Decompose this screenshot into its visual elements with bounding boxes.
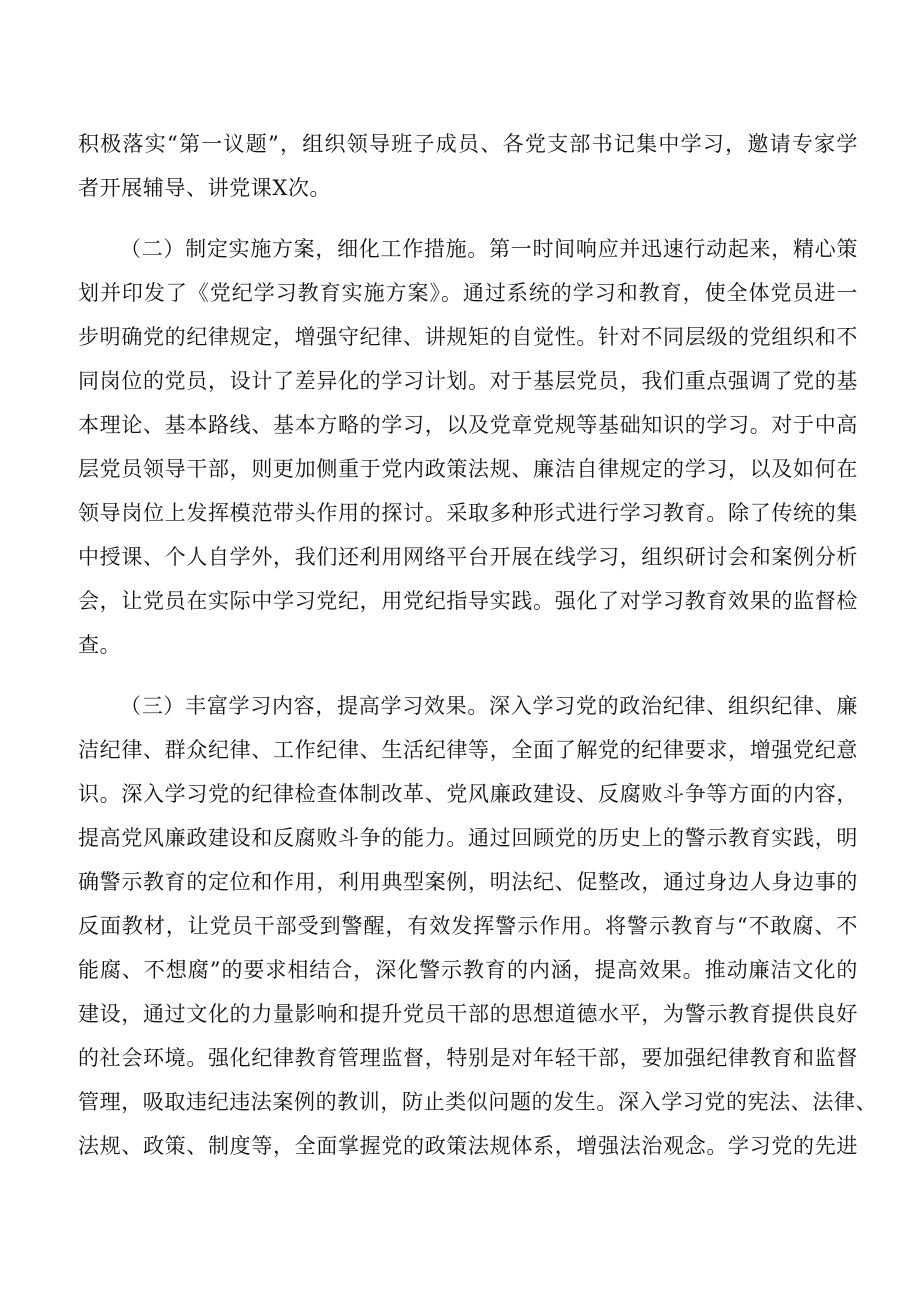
paragraph-line: （三）丰富学习内容，提高学习效果。深入学习党的政治纪律、组织纪律、廉 [120, 694, 858, 718]
paragraph-line: 积极落实“第一议题”，组织领导班子成员、各党支部书记集中学习，邀请专家学 [78, 132, 858, 156]
paragraph-line: 中授课、个人自学外，我们还利用网络平台开展在线学习，组织研讨会和案例分析 [78, 545, 858, 569]
paragraph-line: 划并印发了《党纪学习教育实施方案》。通过系统的学习和教育，使全体党员进一 [78, 281, 858, 305]
paragraph-line: 者开展辅导、讲党课X次。 [78, 176, 332, 200]
paragraph-line: 反面教材，让党员干部受到警醒，有效发挥警示作用。将警示教育与“不敢腐、不 [78, 914, 858, 938]
paragraph-line: 法规、政策、制度等，全面掌握党的政策法规体系，增强法治观念。学习党的先进 [78, 1134, 858, 1158]
paragraph-line: 管理，吸取违纪违法案例的教训，防止类似问题的发生。深入学习党的宪法、法律、 [78, 1090, 878, 1114]
paragraph-line: 步明确党的纪律规定，增强守纪律、讲规矩的自觉性。针对不同层级的党组织和不 [78, 325, 858, 349]
paragraph-line: 会，让党员在实际中学习党纪，用党纪指导实践。强化了对学习教育效果的监督检 [78, 589, 858, 613]
paragraph-line: 的社会环境。强化纪律教育管理监督，特别是对年轻干部，要加强纪律教育和监督 [78, 1046, 858, 1070]
paragraph-line: 查。 [78, 633, 122, 657]
paragraph-line: 建设，通过文化的力量影响和提升党员干部的思想道德水平，为警示教育提供良好 [78, 1002, 858, 1026]
paragraph-line: 提高党风廉政建设和反腐败斗争的能力。通过回顾党的历史上的警示教育实践，明 [78, 826, 858, 850]
paragraph-line: 洁纪律、群众纪律、工作纪律、生活纪律等，全面了解党的纪律要求，增强党纪意 [78, 738, 858, 762]
paragraph-line: （二）制定实施方案，细化工作措施。第一时间响应并迅速行动起来，精心策 [120, 237, 858, 261]
paragraph-line: 层党员领导干部，则更加侧重于党内政策法规、廉洁自律规定的学习，以及如何在 [78, 457, 858, 481]
paragraph-line: 识。深入学习党的纪律检查体制改革、党风廉政建设、反腐败斗争等方面的内容， [78, 782, 858, 806]
paragraph-line: 同岗位的党员，设计了差异化的学习计划。对于基层党员，我们重点强调了党的基 [78, 369, 858, 393]
paragraph-line: 本理论、基本路线、基本方略的学习，以及党章党规等基础知识的学习。对于中高 [78, 413, 858, 437]
paragraph-line: 能腐、不想腐”的要求相结合，深化警示教育的内涵，提高效果。推动廉洁文化的 [78, 958, 858, 982]
paragraph-line: 确警示教育的定位和作用，利用典型案例，明法纪、促整改，通过身边人身边事的 [78, 870, 858, 894]
paragraph-line: 领导岗位上发挥模范带头作用的探讨。采取多种形式进行学习教育。除了传统的集 [78, 501, 858, 525]
